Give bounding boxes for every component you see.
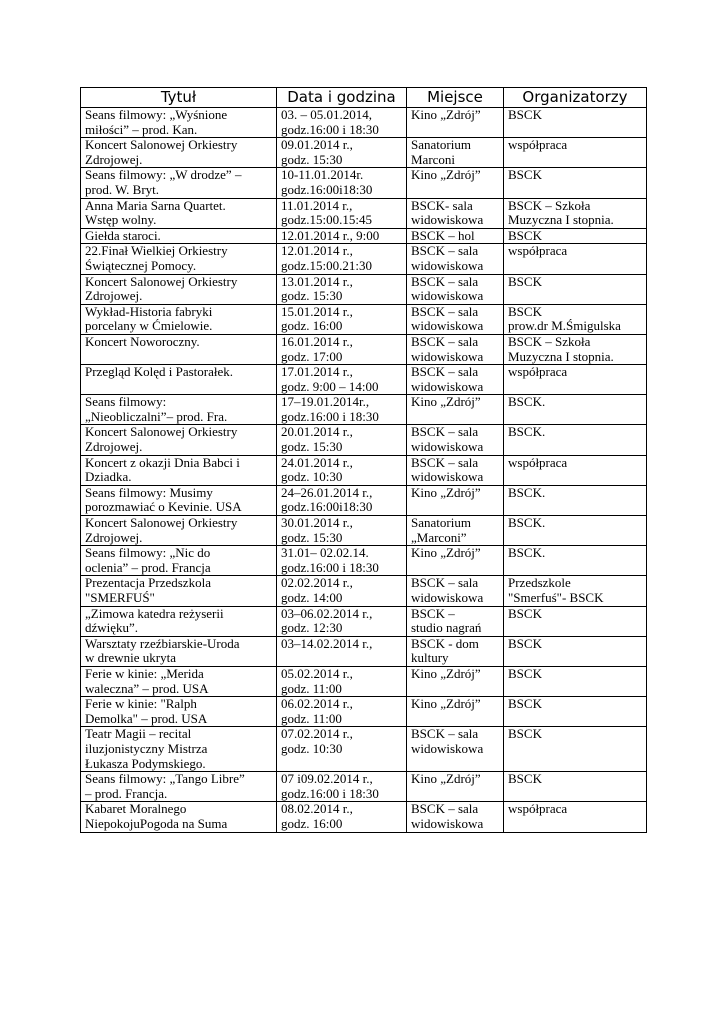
cell-text-line: godz.15:00.15:45 [281, 212, 372, 228]
table-row [81, 666, 647, 696]
cell-text-line: godz.16:00 i 18:30 [281, 559, 379, 575]
cell-text-line: Giełda staroci. [85, 227, 161, 243]
cell-text-line: BSCK. [508, 424, 546, 440]
table-row [81, 244, 647, 274]
cell-date [277, 772, 407, 802]
cell-text-line: BSCK. [508, 394, 546, 410]
cell-place [407, 395, 504, 425]
table-row [81, 516, 647, 546]
cell-organizer [504, 546, 647, 576]
cell-organizer [504, 198, 647, 228]
cell-title [81, 606, 277, 636]
cell-organizer [504, 274, 647, 304]
table-row [81, 636, 647, 666]
cell-text-line: godz. 12:30 [281, 620, 343, 636]
cell-text-line: 09.01.2014 r., [281, 137, 353, 153]
cell-text-line: godz.15:00.21:30 [281, 257, 372, 273]
cell-place [407, 274, 504, 304]
cell-text-line: Seans filmowy: „W drodze” – [85, 167, 242, 183]
cell-text-line: widowiskowa [411, 257, 484, 273]
cell-place [407, 802, 504, 832]
cell-text-line: BSCK [508, 771, 542, 787]
cell-title [81, 198, 277, 228]
cell-text-line: BSCK [508, 303, 542, 319]
cell-text-line: BSCK [508, 635, 542, 651]
cell-date [277, 636, 407, 666]
table-row [81, 606, 647, 636]
cell-text-line: Zdrojowej. [85, 151, 143, 167]
cell-place [407, 168, 504, 198]
cell-text-line: prod. W. Bryt. [85, 181, 160, 197]
cell-text-line: BSCK – Szkoła [508, 333, 591, 349]
cell-text-line: Prezentacja Przedszkola [85, 575, 211, 591]
cell-text-line: 30.01.2014 r., [281, 515, 353, 531]
cell-text-line: 07 i09.02.2014 r., [281, 771, 373, 787]
cell-organizer [504, 666, 647, 696]
cell-text-line: BSCK – Szkoła [508, 197, 591, 213]
cell-text-line: Anna Maria Sarna Quartet. [85, 197, 226, 213]
cell-text-line: widowiskowa [411, 469, 484, 485]
header-place: Miejsce [407, 88, 504, 108]
cell-text-line: współpraca [508, 137, 568, 153]
cell-date [277, 304, 407, 334]
cell-place [407, 636, 504, 666]
cell-text-line: BSCK [508, 665, 542, 681]
cell-date [277, 606, 407, 636]
cell-text-line: NiepokojuPogoda na Suma [85, 815, 228, 831]
cell-organizer [504, 168, 647, 198]
cell-text-line: Zdrojowej. [85, 288, 143, 304]
cell-title [81, 727, 277, 772]
table-row [81, 395, 647, 425]
cell-organizer [504, 138, 647, 168]
cell-text-line: 24–26.01.2014 r., [281, 484, 373, 500]
cell-text-line: "Smerfuś"- BSCK [508, 590, 604, 605]
cell-text-line: Przegląd Kolęd i Pastorałek. [85, 364, 234, 380]
cell-title [81, 365, 277, 395]
cell-text-line: BSCK [508, 726, 542, 742]
table-row [81, 576, 647, 606]
cell-text-line: iluzjonistyczny Mistrza [85, 740, 208, 756]
cell-text-line: Ferie w kinie: "Ralph [85, 696, 197, 712]
cell-text-line: Kabaret Moralnego [85, 801, 187, 817]
cell-place [407, 425, 504, 455]
table-row [81, 772, 647, 802]
cell-place [407, 546, 504, 576]
cell-text-line: Ferie w kinie: „Merida [85, 665, 204, 681]
cell-text-line: Kino „Zdrój” [411, 545, 481, 561]
cell-text-line: BSCK [508, 167, 542, 183]
cell-organizer [504, 455, 647, 485]
cell-text-line: godz. 15:30 [281, 439, 343, 455]
cell-text-line: widowiskowa [411, 348, 484, 364]
cell-text-line: 31.01– 02.02.14. [281, 545, 369, 561]
cell-text-line: Zdrojowej. [85, 529, 143, 545]
cell-text-line: godz. 16:00 [281, 318, 343, 334]
cell-text-line: Dziadka. [85, 469, 132, 485]
cell-text-line: 10-11.01.2014r. [281, 167, 364, 183]
table-row [81, 198, 647, 228]
cell-text-line: miłości” – prod. Kan. [85, 121, 198, 137]
cell-text-line: BSCK – sala [411, 575, 479, 591]
cell-text-line: współpraca [508, 801, 568, 817]
cell-date [277, 108, 407, 138]
cell-date [277, 365, 407, 395]
cell-text-line: Kino „Zdrój” [411, 696, 481, 712]
cell-text-line: „Marconi” [411, 529, 467, 545]
cell-text-line: Koncert Noworoczny. [85, 333, 200, 349]
cell-date [277, 228, 407, 244]
cell-organizer [504, 636, 647, 666]
cell-organizer [504, 304, 647, 334]
cell-text-line: BSCK – sala [411, 726, 479, 742]
cell-text-line: 17–19.01.2014r., [281, 394, 370, 410]
cell-place [407, 244, 504, 274]
cell-text-line: Wykład-Historia fabryki [85, 303, 213, 319]
table-row [81, 802, 647, 832]
cell-text-line: 20.01.2014 r., [281, 424, 353, 440]
cell-text-line: Kino „Zdrój” [411, 484, 481, 500]
cell-text-line: 22.Finał Wielkiej Orkiestry [85, 243, 228, 259]
cell-text-line: godz. 15:30 [281, 529, 343, 545]
cell-date [277, 546, 407, 576]
table-row [81, 365, 647, 395]
cell-title [81, 304, 277, 334]
cell-title [81, 138, 277, 168]
cell-text-line: 06.02.2014 r., [281, 696, 353, 712]
cell-text-line: studio nagrań [411, 620, 482, 636]
cell-text-line: widowiskowa [411, 212, 484, 228]
cell-text-line: widowiskowa [411, 815, 484, 831]
cell-text-line: BSCK. [508, 484, 546, 500]
cell-text-line: Muzyczna I stopnia. [508, 212, 614, 228]
cell-text-line: Kino „Zdrój” [411, 107, 481, 122]
cell-text-line: godz. 10:30 [281, 740, 343, 756]
cell-text-line: BSCK – sala [411, 364, 479, 380]
cell-text-line: BSCK - dom [411, 635, 479, 651]
table-row [81, 485, 647, 515]
cell-place [407, 108, 504, 138]
cell-organizer [504, 606, 647, 636]
cell-text-line: godz. 15:30 [281, 288, 343, 304]
cell-text-line: 03–06.02.2014 r., [281, 605, 373, 621]
cell-text-line: 17.01.2014 r., [281, 364, 353, 380]
cell-text-line: 12.01.2014 r., [281, 243, 353, 259]
cell-text-line: w drewnie ukryta [85, 650, 176, 666]
cell-text-line: prow.dr M.Śmigulska [508, 318, 621, 334]
cell-title [81, 636, 277, 666]
cell-date [277, 802, 407, 832]
cell-text-line: dźwięku”. [85, 620, 139, 636]
cell-text-line: widowiskowa [411, 318, 484, 334]
cell-organizer [504, 244, 647, 274]
cell-title [81, 425, 277, 455]
cell-text-line: Koncert z okazji Dnia Babci i [85, 454, 240, 470]
table-row [81, 228, 647, 244]
table-row [81, 334, 647, 364]
cell-text-line: Koncert Salonowej Orkiestry [85, 273, 238, 289]
cell-text-line: godz. 15:30 [281, 151, 343, 167]
cell-text-line: godz.16:00i18:30 [281, 499, 373, 515]
cell-place [407, 198, 504, 228]
cell-text-line: Muzyczna I stopnia. [508, 348, 614, 364]
cell-text-line: Świątecznej Pomocy. [85, 257, 197, 273]
cell-text-line: widowiskowa [411, 590, 484, 605]
cell-text-line: Koncert Salonowej Orkiestry [85, 424, 238, 440]
cell-place [407, 516, 504, 546]
cell-text-line: „Zimowa katedra reżyserii [85, 605, 224, 621]
cell-text-line: Seans filmowy: Musimy [85, 484, 213, 500]
cell-title [81, 168, 277, 198]
cell-text-line: 05.02.2014 r., [281, 665, 353, 681]
cell-text-line: Kino „Zdrój” [411, 665, 481, 681]
cell-text-line: BSCK – sala [411, 454, 479, 470]
cell-text-line: godz.16:00i18:30 [281, 181, 373, 197]
table-body [81, 108, 647, 833]
cell-text-line: Koncert Salonowej Orkiestry [85, 137, 238, 153]
cell-text-line: BSCK [508, 107, 542, 122]
cell-title [81, 228, 277, 244]
table-row [81, 727, 647, 772]
cell-text-line: BSCK – [411, 605, 455, 621]
cell-title [81, 802, 277, 832]
cell-text-line: 03–14.02.2014 r., [281, 635, 373, 651]
cell-text-line: 08.02.2014 r., [281, 801, 353, 817]
cell-place [407, 365, 504, 395]
cell-text-line: godz. 16:00 [281, 815, 343, 831]
cell-text-line: BSCK – sala [411, 303, 479, 319]
cell-date [277, 697, 407, 727]
cell-date [277, 576, 407, 606]
table-row [81, 108, 647, 138]
cell-date [277, 168, 407, 198]
cell-text-line: widowiskowa [411, 378, 484, 394]
cell-title [81, 666, 277, 696]
cell-organizer [504, 576, 647, 606]
cell-date [277, 138, 407, 168]
cell-organizer [504, 485, 647, 515]
cell-text-line: 11.01.2014 r., [281, 197, 353, 213]
cell-place [407, 606, 504, 636]
cell-date [277, 198, 407, 228]
cell-place [407, 697, 504, 727]
cell-text-line: waleczna” – prod. USA [85, 680, 209, 696]
cell-date [277, 425, 407, 455]
cell-text-line: godz. 11:00 [281, 710, 342, 726]
cell-organizer [504, 727, 647, 772]
cell-title [81, 244, 277, 274]
cell-place [407, 727, 504, 772]
cell-text-line: Demolka" – prod. USA [85, 710, 208, 726]
cell-text-line: BSCK [508, 696, 542, 712]
cell-date [277, 395, 407, 425]
table-row [81, 274, 647, 304]
cell-date [277, 666, 407, 696]
table-row [81, 425, 647, 455]
cell-title [81, 334, 277, 364]
cell-text-line: BSCK – sala [411, 333, 479, 349]
cell-organizer [504, 802, 647, 832]
cell-organizer [504, 697, 647, 727]
cell-text-line: BSCK [508, 605, 542, 621]
cell-text-line: godz. 17:00 [281, 348, 343, 364]
cell-title [81, 546, 277, 576]
table-row [81, 455, 647, 485]
cell-text-line: 12.01.2014 r., 9:00 [281, 227, 380, 243]
table-header-row [81, 88, 647, 108]
cell-place [407, 228, 504, 244]
cell-date [277, 244, 407, 274]
cell-title [81, 772, 277, 802]
cell-text-line: BSCK – sala [411, 801, 479, 817]
cell-organizer [504, 772, 647, 802]
cell-text-line: BSCK- sala [411, 197, 473, 213]
cell-place [407, 666, 504, 696]
cell-text-line: 07.02.2014 r., [281, 726, 353, 742]
cell-text-line: kultury [411, 650, 449, 666]
cell-text-line: Seans filmowy: [85, 394, 167, 410]
cell-title [81, 697, 277, 727]
cell-text-line: Łukasza Podymskiego. [85, 755, 206, 771]
header-organizer: Organizatorzy [504, 88, 647, 108]
cell-text-line: 03. – 05.01.2014, [281, 107, 372, 122]
cell-text-line: widowiskowa [411, 439, 484, 455]
cell-text-line: 13.01.2014 r., [281, 273, 353, 289]
cell-text-line: Warsztaty rzeźbiarskie-Uroda [85, 635, 240, 651]
cell-organizer [504, 516, 647, 546]
table-row [81, 697, 647, 727]
cell-text-line: BSCK – sala [411, 424, 479, 440]
cell-title [81, 455, 277, 485]
cell-text-line: Przedszkole [508, 575, 571, 591]
cell-text-line: BSCK – sala [411, 273, 479, 289]
cell-text-line: Wstęp wolny. [85, 212, 157, 228]
cell-date [277, 516, 407, 546]
cell-text-line: Kino „Zdrój” [411, 771, 481, 787]
cell-text-line: porozmawiać o Kevinie. USA [85, 499, 242, 515]
cell-organizer [504, 108, 647, 138]
cell-text-line: współpraca [508, 454, 568, 470]
table-row [81, 168, 647, 198]
cell-text-line: godz. 9:00 – 14:00 [281, 378, 379, 394]
cell-text-line: widowiskowa [411, 288, 484, 304]
cell-text-line: Sanatorium [411, 137, 471, 153]
cell-text-line: porcelany w Ćmielowie. [85, 318, 213, 334]
cell-text-line: Kino „Zdrój” [411, 167, 481, 183]
cell-date [277, 485, 407, 515]
cell-text-line: Zdrojowej. [85, 439, 143, 455]
cell-text-line: 15.01.2014 r., [281, 303, 353, 319]
cell-title [81, 576, 277, 606]
cell-text-line: Seans filmowy: „Wyśnione [85, 107, 228, 122]
cell-text-line: widowiskowa [411, 740, 484, 756]
cell-organizer [504, 228, 647, 244]
cell-text-line: BSCK. [508, 515, 546, 531]
cell-title [81, 274, 277, 304]
cell-title [81, 516, 277, 546]
cell-text-line: BSCK – hol [411, 227, 475, 243]
cell-date [277, 455, 407, 485]
cell-text-line: 16.01.2014 r., [281, 333, 353, 349]
cell-text-line: „Nieobliczalni”– prod. Fra. [85, 408, 228, 424]
cell-text-line: godz. 14:00 [281, 590, 343, 605]
cell-text-line: współpraca [508, 364, 568, 380]
table-row [81, 304, 647, 334]
header-title: Tytuł [81, 88, 277, 108]
cell-organizer [504, 334, 647, 364]
cell-date [277, 274, 407, 304]
table-row [81, 546, 647, 576]
cell-place [407, 455, 504, 485]
cell-text-line: Seans filmowy: „Nic do [85, 545, 211, 561]
cell-text-line: Marconi [411, 151, 456, 167]
cell-text-line: 02.02.2014 r., [281, 575, 353, 591]
cell-text-line: BSCK – sala [411, 243, 479, 259]
cell-place [407, 485, 504, 515]
cell-text-line: współpraca [508, 243, 568, 259]
cell-text-line: BSCK. [508, 545, 546, 561]
cell-text-line: Sanatorium [411, 515, 471, 531]
cell-place [407, 334, 504, 364]
cell-text-line: godz. 10:30 [281, 469, 343, 485]
cell-organizer [504, 395, 647, 425]
cell-date [277, 727, 407, 772]
cell-organizer [504, 365, 647, 395]
cell-text-line: oclenia” – prod. Francja [85, 559, 211, 575]
cell-text-line: BSCK [508, 227, 542, 243]
header-date: Data i godzina [277, 88, 407, 108]
cell-text-line: Koncert Salonowej Orkiestry [85, 515, 238, 531]
cell-title [81, 108, 277, 138]
cell-text-line: – prod. Francja. [85, 785, 168, 801]
cell-text-line: godz.16:00 i 18:30 [281, 408, 379, 424]
cell-title [81, 485, 277, 515]
cell-title [81, 395, 277, 425]
cell-organizer [504, 425, 647, 455]
cell-date [277, 334, 407, 364]
cell-text-line: godz. 11:00 [281, 680, 342, 696]
cell-place [407, 138, 504, 168]
cell-place [407, 304, 504, 334]
cell-text-line: Seans filmowy: „Tango Libre” [85, 771, 245, 787]
cell-text-line: godz.16:00 i 18:30 [281, 121, 379, 137]
cell-text-line: Teatr Magii – recital [85, 726, 192, 742]
cell-text-line: BSCK [508, 273, 542, 289]
events-table [80, 87, 647, 833]
cell-text-line: Kino „Zdrój” [411, 394, 481, 410]
table-row [81, 138, 647, 168]
cell-text-line: "SMERFUŚ" [85, 590, 155, 605]
cell-text-line: godz.16:00 i 18:30 [281, 785, 379, 801]
cell-place [407, 772, 504, 802]
cell-text-line: 24.01.2014 r., [281, 454, 353, 470]
cell-place [407, 576, 504, 606]
